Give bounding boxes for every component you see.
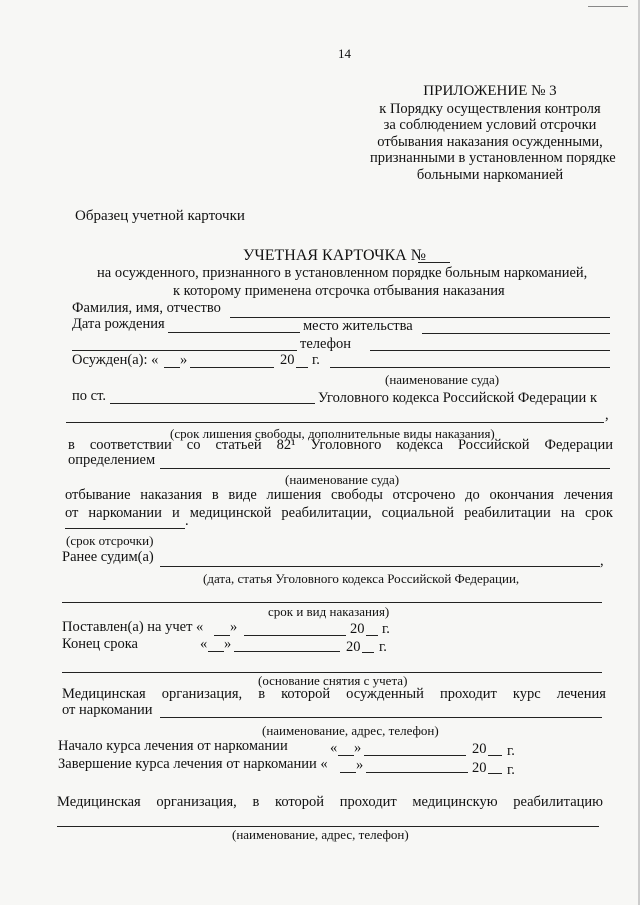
deferral-period-blank (65, 528, 185, 529)
word: осужденный (346, 686, 424, 702)
word: отбывание (65, 487, 131, 503)
convicted-year-blank (296, 367, 308, 368)
word: наказания (140, 487, 203, 503)
word: реабилитацию (513, 794, 603, 810)
word: срок (584, 505, 613, 521)
treatment-end-day-blank (340, 772, 356, 773)
appendix-line: признанными в установленном порядке (370, 150, 616, 166)
treatment-start-day-close: » (354, 740, 362, 756)
previously-convicted-blank (160, 566, 600, 567)
word: в (258, 686, 266, 702)
residence-label: место жительства (303, 318, 413, 334)
word: соответствии (89, 437, 172, 453)
card-number-blank (418, 262, 450, 263)
deferral-caption: (срок отсрочки) (66, 533, 154, 548)
word: окончания (489, 487, 554, 503)
term-end-label: Конец срока (62, 636, 138, 652)
appendix-line: к Порядку осуществления контроля (379, 100, 601, 117)
word: медицинскую (412, 794, 498, 810)
term-comma: , (605, 407, 609, 423)
registered-year-blank (366, 635, 378, 636)
convicted-label: Осужден(а): « (72, 352, 159, 368)
treatment-end-year-suffix: г. (507, 762, 515, 778)
appendix-line: больными наркоманией (416, 166, 564, 183)
term-end-open: « (200, 636, 208, 652)
rehab-line (57, 794, 603, 811)
article-label: по ст. (72, 388, 106, 404)
sample-label: Образец учетной карточки (75, 208, 245, 224)
word: социальной (381, 505, 455, 521)
treatment-start-month-blank (364, 755, 466, 756)
phone-blank (370, 350, 610, 351)
word: со (186, 437, 201, 453)
treatment-end-month-blank (366, 772, 468, 773)
word: организация, (161, 686, 243, 702)
word: которой (281, 686, 331, 702)
med-org-line (62, 686, 606, 703)
word: в (252, 794, 260, 810)
word: лечения (563, 487, 613, 503)
previously-convicted-comma: , (600, 553, 604, 569)
article-suffix: Уголовного кодекса Российской Федерации к (318, 390, 597, 406)
birth-date-blank (168, 332, 300, 333)
treatment-start-year-blank (488, 755, 502, 756)
card-subtitle: к которому применена отсрочка отбывания наказания (173, 283, 505, 299)
word: Медицинская (62, 686, 146, 702)
registered-year-suffix: г. (382, 621, 390, 637)
court-name-caption: (наименование суда) (385, 372, 500, 387)
appendix-line: за соблюдением условий отсрочки (383, 117, 597, 133)
word: 82¹ (276, 437, 296, 453)
card-title: УЧЕТНАЯ КАРТОЧКА № (243, 247, 426, 264)
convicted-day-blank (164, 367, 180, 368)
fio-blank (230, 317, 610, 318)
deferral-line (65, 487, 613, 504)
treatment-end-year-prefix: 20 (472, 760, 487, 776)
appendix-line: отбывания наказания осужденными, (377, 133, 603, 150)
registered-year-prefix: 20 (350, 621, 365, 637)
term-end-day-close: » (224, 636, 232, 652)
term-blank (66, 422, 604, 423)
top-edge-mark (588, 6, 628, 7)
birth-date-label: Дата рождения (72, 316, 165, 332)
word: проходит (439, 686, 497, 702)
word: в (211, 487, 219, 503)
deferral-line (65, 505, 613, 522)
word: свободы (331, 487, 383, 503)
word: лишения (266, 487, 322, 503)
convicted-year-suffix: г. (312, 352, 320, 368)
treatment-start-year-suffix: г. (507, 743, 515, 759)
determination-blank (160, 468, 610, 469)
removal-caption: (основание снятия с учета) (258, 673, 408, 688)
previous-caption: (дата, статья Уголовного кодекса Российской Федерации, (203, 571, 520, 586)
word: и (171, 505, 180, 521)
treatment-start-day-blank (338, 755, 354, 756)
convicted-year-prefix: 20 (280, 352, 295, 368)
word: реабилитации (464, 505, 551, 521)
word: Российской (458, 437, 530, 453)
registered-day-close: » (230, 619, 238, 635)
word: Федерации (544, 437, 613, 453)
word: Медицинская (57, 794, 141, 810)
word: Уголовного (310, 437, 382, 453)
word: статьей (215, 437, 262, 453)
word: которой (275, 794, 325, 810)
page-number: 14 (338, 46, 351, 61)
med-org-blank (160, 717, 602, 718)
appendix-title: ПРИЛОЖЕНИЕ № 3 (423, 83, 557, 99)
determination-label: определением (68, 452, 156, 468)
word: организация, (156, 794, 237, 810)
residence-blank (422, 333, 610, 334)
treatment-start-label: Начало курса лечения от наркомании (58, 738, 288, 754)
word: на (560, 505, 575, 521)
term-caption: (срок лишения свободы, дополнительные виды наказания) (170, 426, 495, 441)
word: проходит (339, 794, 397, 810)
word: от (65, 505, 79, 521)
treatment-end-day-close: » (356, 757, 364, 773)
treatment-end-year-blank (488, 773, 502, 774)
term-end-year-suffix: г. (379, 639, 387, 655)
convicted-month-blank (190, 367, 274, 368)
term-end-day-blank (208, 651, 224, 652)
fio-label: Фамилия, имя, отчество (72, 300, 221, 316)
previous-caption: срок и вид наказания) (268, 604, 390, 619)
article-blank (110, 403, 315, 404)
blank-line (72, 350, 297, 351)
word: до (465, 487, 480, 503)
treatment-start-year-prefix: 20 (472, 741, 487, 757)
court-name-blank (330, 367, 610, 368)
word: медицинской (189, 505, 272, 521)
term-end-month-blank (234, 651, 340, 652)
phone-label: телефон (300, 336, 352, 352)
court-name-caption: (наименование суда) (285, 472, 400, 487)
word: виде (228, 487, 257, 503)
word: наркомании (88, 505, 162, 521)
rehab-caption: (наименование, адрес, телефон) (232, 827, 409, 842)
registered-label: Поставлен(а) на учет « (62, 619, 204, 635)
treatment-start-open: « (330, 740, 338, 756)
word: курс (512, 686, 541, 702)
card-subtitle: на осужденного, признанного в установленном порядке больным наркоманией, (97, 265, 588, 281)
registered-month-blank (244, 635, 346, 636)
deferral-period-dot: . (185, 513, 189, 529)
word: отсрочено (392, 487, 456, 503)
appendix-block (370, 83, 616, 183)
term-end-year-prefix: 20 (346, 639, 361, 655)
word: кодекса (396, 437, 444, 453)
word: лечения (556, 686, 606, 702)
word: реабилитации, (281, 505, 372, 521)
convicted-day-close: » (180, 352, 188, 368)
med-org-caption: (наименование, адрес, телефон) (262, 723, 439, 738)
from-addiction-label: от наркомании (62, 702, 153, 718)
previously-convicted-label: Ранее судим(а) (62, 549, 154, 565)
treatment-end-label: Завершение курса лечения от наркомании « (58, 756, 328, 772)
term-end-year-blank (362, 652, 374, 653)
word: в (68, 437, 75, 453)
